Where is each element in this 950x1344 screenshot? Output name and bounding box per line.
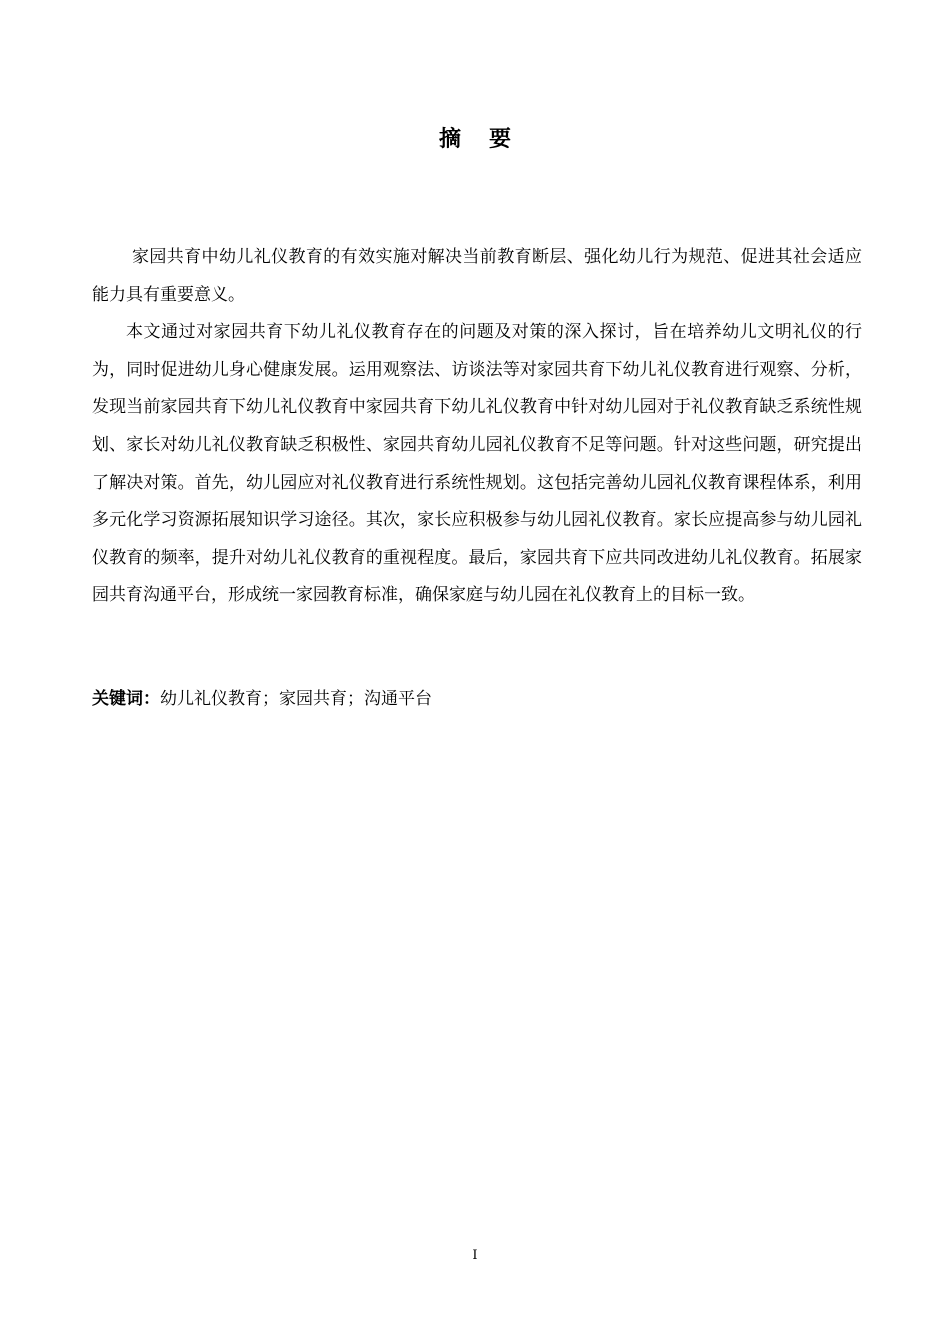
page-number: I [472,1248,478,1263]
keywords-line [92,684,862,714]
keywords-label: 关键词： [92,689,160,709]
abstract-paragraph-2: 本文通过对家园共育下幼儿礼仪教育存在的问题及对策的深入探讨，旨在培养幼儿文明礼仪的行为，同时促进幼儿身心健康发展。运用观察法、访谈法等对家园共育下幼儿礼仪教育进行观察、分析，发现当前家园共育下幼儿礼仪教育中家园共育下幼儿礼仪教育中针对幼儿园对于礼仪教育缺乏系统性规划、家长对幼儿礼仪教育缺乏积极性、家园共育幼儿园礼仪教育不足等问题。针对这些问题，研究提出了解决对策。首先，幼儿园应对礼仪教育进行系统性规划。这包括完善幼儿园礼仪教育课程体系，利用多元化学习资源拓展知识学习途径。其次，家长应积极参与幼儿园礼仪教育。家长应提高参与幼儿园礼仪教育的频率，提升对幼儿礼仪教育的重视程度。最后，家园共育下应共同改进幼儿礼仪教育。拓展家园共育沟通平台，形成统一家园教育标准，确保家庭与幼儿园在礼仪教育上的目标一致。 [92,322,862,606]
abstract-title: 摘要 [438,127,539,152]
keywords-text: 幼儿礼仪教育；家园共育；沟通平台 [160,689,432,709]
abstract-body [92,239,862,615]
abstract-paragraph-1: 家园共育中幼儿礼仪教育的有效实施对解决当前教育断层、强化幼儿行为规范、促进其社会适应能力具有重要意义。 [92,247,862,305]
